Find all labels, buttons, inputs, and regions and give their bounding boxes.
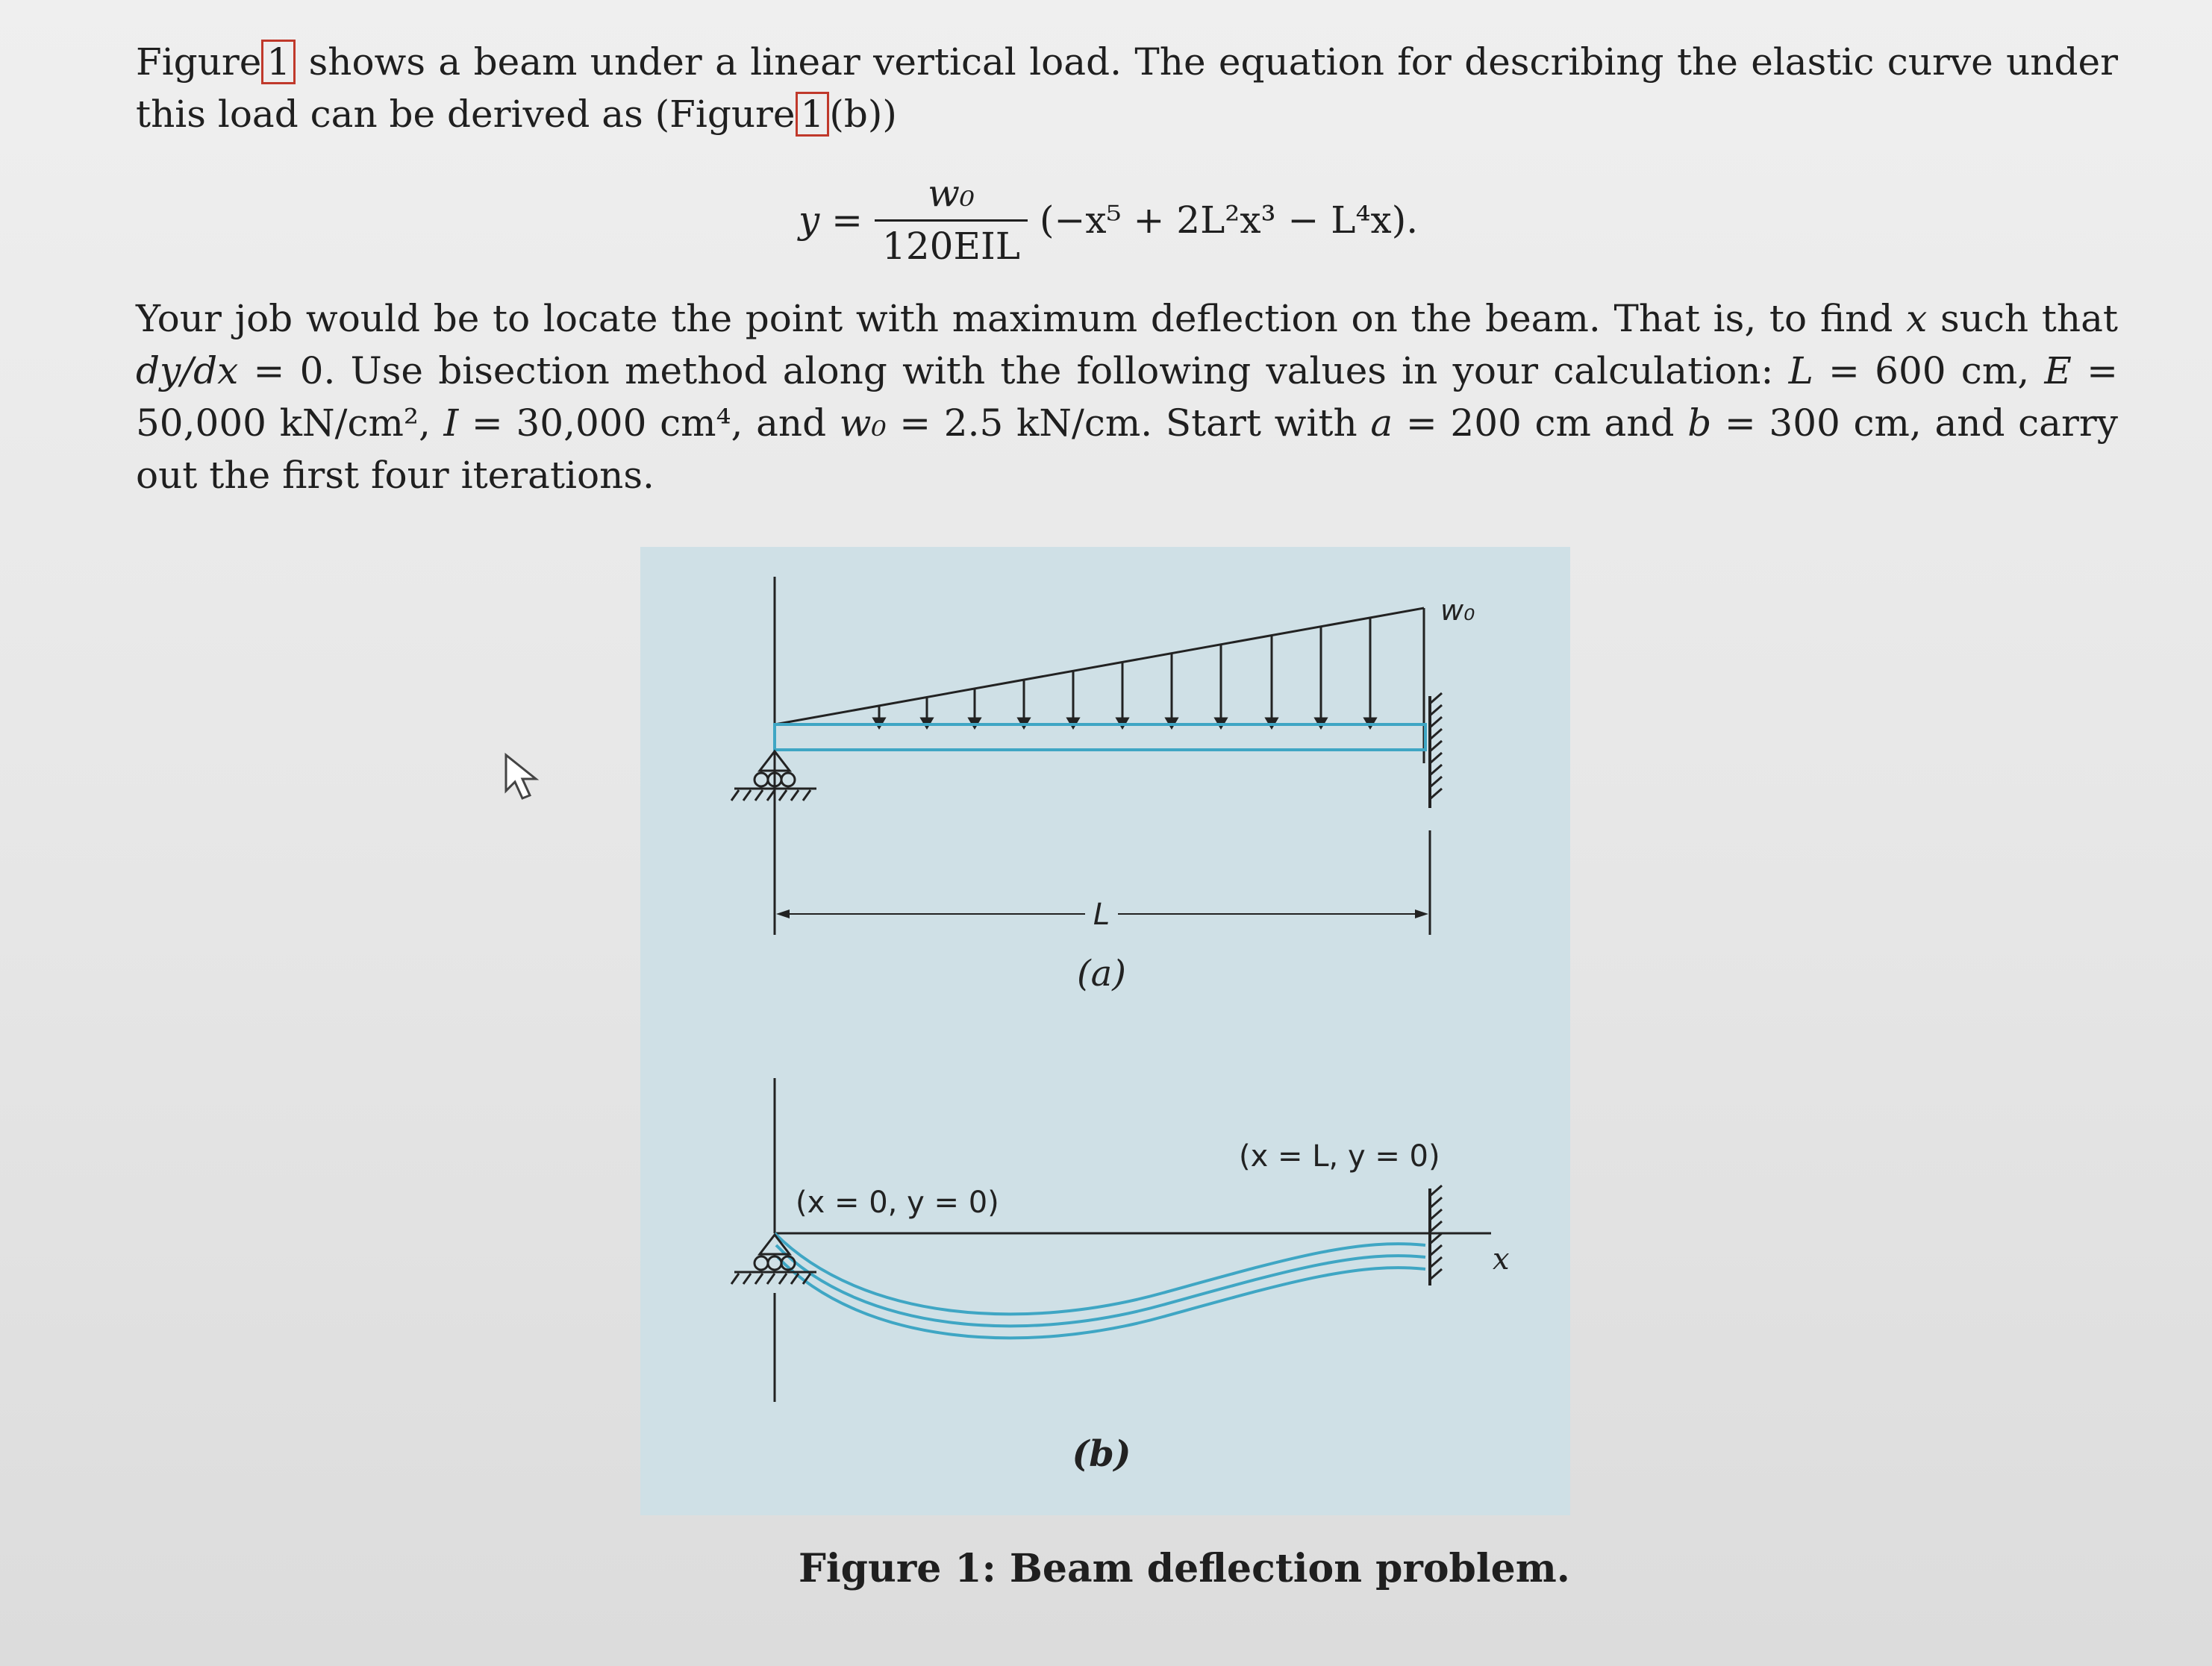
intro-text-1: Figure bbox=[136, 40, 262, 84]
equation-rhs: (−x⁵ + 2L²x³ − L⁴x). bbox=[1039, 198, 1419, 242]
figure-ref-link[interactable]: 1 bbox=[261, 40, 296, 84]
math-E: E bbox=[2044, 349, 2072, 392]
elastic-curve-equation bbox=[799, 172, 1418, 268]
right-boundary-condition: (x = L, y = 0) bbox=[1239, 1139, 1440, 1174]
beam-figure bbox=[640, 547, 1570, 1515]
math-L: L bbox=[1788, 349, 1813, 392]
task-text: = 300 cm, and carry out the first four iterations. bbox=[136, 401, 2119, 497]
x-axis-label: x bbox=[1493, 1242, 1510, 1277]
figure-caption: Figure 1: Beam deflection problem. bbox=[799, 1546, 1570, 1591]
panel-a-diagram bbox=[731, 577, 1475, 995]
intro-paragraph bbox=[136, 36, 2118, 140]
task-text: = 0. Use bisection method along with the following values in your calculation: bbox=[238, 349, 1789, 392]
length-label: L bbox=[1093, 898, 1110, 932]
panel-b-diagram bbox=[731, 1078, 1510, 1475]
math-I: I bbox=[443, 401, 459, 445]
task-text: = 50,000 kN/cm², bbox=[136, 349, 2118, 445]
task-text: = 30,000 cm⁴, and bbox=[458, 401, 840, 445]
math-dydx: dy/dx bbox=[136, 349, 239, 392]
load-label: w₀ bbox=[1440, 594, 1475, 627]
intro-text-3: (b)) bbox=[829, 93, 897, 136]
left-boundary-condition: (x = 0, y = 0) bbox=[796, 1186, 999, 1220]
equation-fraction bbox=[875, 172, 1028, 268]
beam bbox=[775, 724, 1425, 750]
task-text: Your job would be to locate the point with maximum deflection on the beam. That is, to find bbox=[136, 297, 1907, 340]
math-b: b bbox=[1687, 401, 1712, 445]
math-w0: w₀ bbox=[839, 401, 887, 445]
panel-a-label: (a) bbox=[1076, 953, 1127, 995]
mouse-cursor-icon bbox=[502, 752, 546, 804]
equation-denominator: 120EIL bbox=[875, 219, 1028, 268]
task-text: such that bbox=[1927, 297, 2118, 340]
equation-lhs: y = bbox=[799, 198, 863, 242]
distributed-load-arrows bbox=[874, 617, 1375, 727]
math-x: x bbox=[1906, 297, 1928, 340]
math-a: a bbox=[1370, 401, 1393, 445]
deflected-beam bbox=[775, 1233, 1425, 1338]
figure-ref-link[interactable]: 1 bbox=[796, 92, 830, 137]
panel-b-label: (b) bbox=[1072, 1433, 1131, 1475]
task-paragraph bbox=[136, 292, 2118, 501]
equation-numerator: w₀ bbox=[928, 172, 975, 215]
task-text: = 200 cm and bbox=[1393, 401, 1688, 445]
task-text: = 600 cm, bbox=[1813, 349, 2045, 392]
task-text: = 2.5 kN/cm. Start with bbox=[886, 401, 1371, 445]
intro-text-2: shows a beam under a linear vertical load. The equation for describing the elastic curve under this load can be derived as (Figure bbox=[136, 40, 2118, 136]
